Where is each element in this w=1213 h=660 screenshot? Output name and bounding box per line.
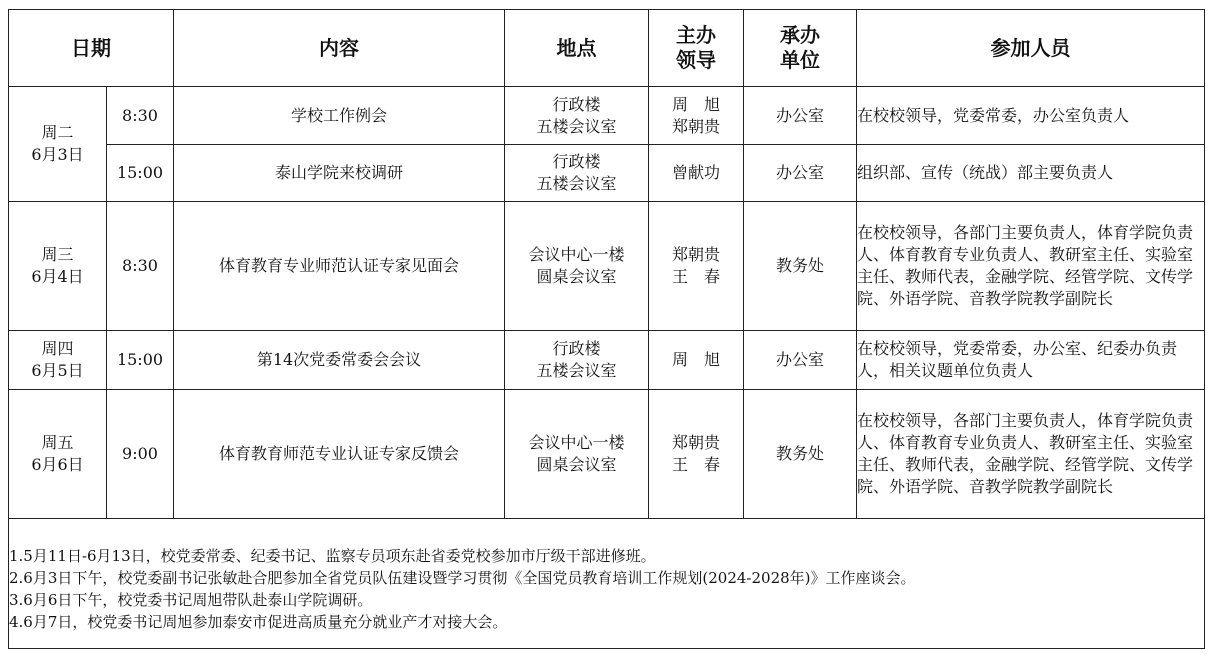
location-cell: 会议中心一楼 圆桌会议室 <box>505 390 649 519</box>
table-row <box>9 145 1205 202</box>
time-cell: 15:00 <box>107 331 174 390</box>
table-row <box>9 87 1205 145</box>
attendees-cell: 在校校领导，党委常委，办公室负责人 <box>857 87 1205 145</box>
unit-cell: 教务处 <box>744 390 857 519</box>
day-cell: 周五 6月6日 <box>9 390 107 519</box>
notes-cell <box>9 519 1205 649</box>
header-content: 内容 <box>174 10 505 87</box>
content-cell: 学校工作例会 <box>174 87 505 145</box>
unit-cell: 办公室 <box>744 331 857 390</box>
table-row <box>9 331 1205 390</box>
day-cell: 周三 6月4日 <box>9 202 107 331</box>
content-cell: 泰山学院来校调研 <box>174 145 505 202</box>
location-cell: 行政楼 五楼会议室 <box>505 331 649 390</box>
unit-cell: 教务处 <box>744 202 857 331</box>
attendees-cell: 在校校领导，各部门主要负责人，体育学院负责人、体育教育专业负责人、教研室主任、实验室主任、教师代表，金融学院、经管学院、文传学院、外语学院、音教学院教学副院长 <box>857 390 1205 519</box>
header-attendees: 参加人员 <box>857 10 1205 87</box>
header-leader: 主办 领导 <box>649 10 744 87</box>
unit-cell: 办公室 <box>744 87 857 145</box>
attendees-cell: 组织部、宣传（统战）部主要负责人 <box>857 145 1205 202</box>
header-location: 地点 <box>505 10 649 87</box>
note-item: 3.6月6日下午，校党委书记周旭带队赴泰山学院调研。 <box>9 590 373 609</box>
attendees-cell: 在校校领导，党委常委，办公室、纪委办负责人，相关议题单位负责人 <box>857 331 1205 390</box>
table-row <box>9 390 1205 519</box>
day-cell: 周二 6月3日 <box>9 87 107 202</box>
attendees-cell: 在校校领导，各部门主要负责人，体育学院负责人、体育教育专业负责人、教研室主任、实验室主任、教师代表，金融学院、经管学院、文传学院、外语学院、音教学院教学副院长 <box>857 202 1205 331</box>
location-cell: 行政楼 五楼会议室 <box>505 87 649 145</box>
time-cell: 9:00 <box>107 390 174 519</box>
content-cell: 第14次党委常委会会议 <box>174 331 505 390</box>
leader-cell: 曾献功 <box>649 145 744 202</box>
time-cell: 15:00 <box>107 145 174 202</box>
table-row <box>9 202 1205 331</box>
notes-row <box>9 519 1205 649</box>
time-cell: 8:30 <box>107 87 174 145</box>
note-item: 1.5月11日-6月13日，校党委常委、纪委书记、监察专员项东赴省委党校参加市厅级干部进修班。 <box>9 546 656 565</box>
location-cell: 行政楼 五楼会议室 <box>505 145 649 202</box>
leader-cell: 周 旭 <box>649 331 744 390</box>
header-date: 日期 <box>9 10 174 87</box>
time-cell: 8:30 <box>107 202 174 331</box>
leader-cell: 郑朝贵 王 春 <box>649 390 744 519</box>
unit-cell: 办公室 <box>744 145 857 202</box>
note-item: 4.6月7日，校党委书记周旭参加泰安市促进高质量充分就业产才对接大会。 <box>9 612 508 631</box>
header-unit: 承办 单位 <box>744 10 857 87</box>
leader-cell: 周 旭 郑朝贵 <box>649 87 744 145</box>
header-row <box>9 10 1205 87</box>
content-cell: 体育教育专业师范认证专家见面会 <box>174 202 505 331</box>
location-cell: 会议中心一楼 圆桌会议室 <box>505 202 649 331</box>
leader-cell: 郑朝贵 王 春 <box>649 202 744 331</box>
schedule-table <box>8 9 1205 649</box>
note-item: 2.6月3日下午，校党委副书记张敏赴合肥参加全省党员队伍建设暨学习贯彻《全国党员教育培训工作规划(2024-2028年)》工作座谈会。 <box>9 568 916 587</box>
day-cell: 周四 6月5日 <box>9 331 107 390</box>
content-cell: 体育教育师范专业认证专家反馈会 <box>174 390 505 519</box>
